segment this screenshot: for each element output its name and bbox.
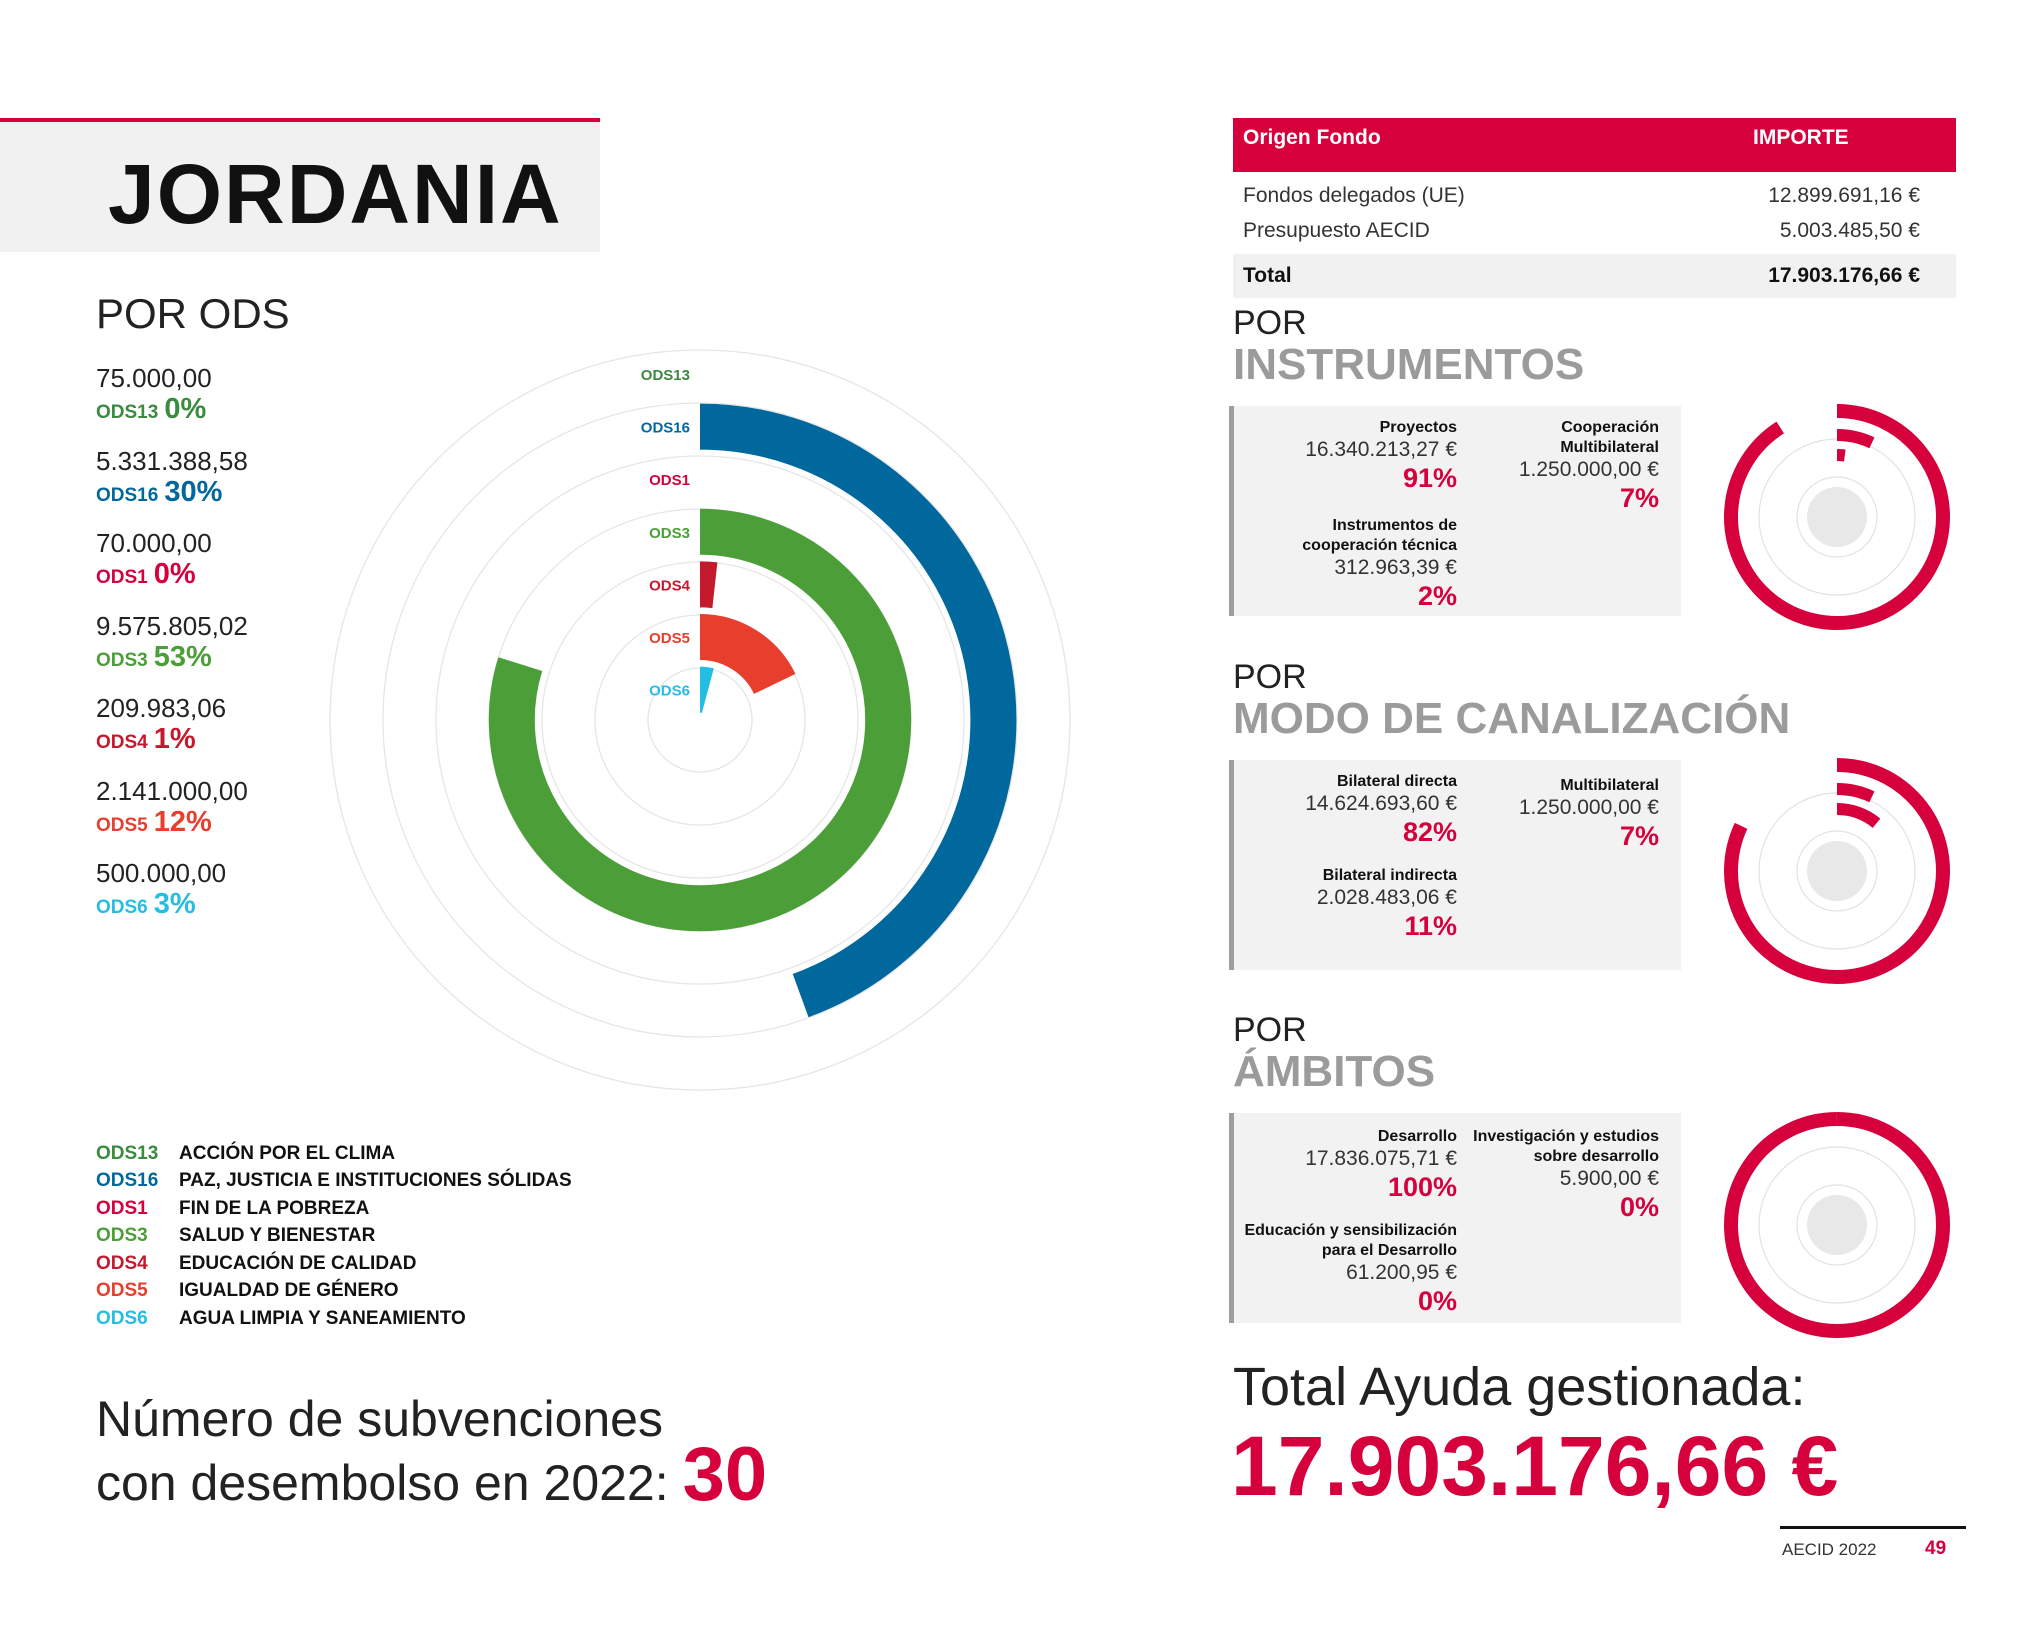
item-percent: 0% [1619,1192,1659,1222]
ods-amount: 2.141.000,00 [96,776,248,806]
chart-label-ods4: ODS4 [649,577,690,595]
page-title: JORDANIA [108,147,563,241]
item-percent: 100% [1387,1172,1457,1202]
grants-line-2: con desembolso en 2022: [96,1455,669,1511]
table-cell: Fondos delegados (UE) [1243,183,1465,207]
legend-name: PAZ, JUSTICIA E INSTITUCIONES SÓLIDAS [179,1170,572,1192]
canalizacion-radial-chart [1712,746,1962,996]
ods-stat-ods4 [96,693,226,760]
canalizacion-title: MODO DE CANALIZACIÓN [1233,694,1791,743]
legend-code: ODS4 [96,1252,148,1274]
item-percent: 82% [1402,817,1457,847]
ods-percent: 1% [153,723,196,755]
legend-row [96,1195,572,1223]
legend-name: IGUALDAD DE GÉNERO [179,1280,399,1302]
item-percent: 0% [1417,1286,1457,1316]
legend-row [96,1278,572,1306]
table-row [1233,213,1956,248]
canalizacion-item [1317,866,1457,942]
ods-code: ODS5 [96,815,148,836]
chart-label-ods13: ODS13 [640,367,690,384]
total-aid-label: Total Ayuda gestionada: [1233,1357,1806,1417]
ambitos-por: POR [1233,1011,1307,1049]
table-cell: 12.899.691,16 € [1768,183,1920,207]
instrumentos-radial-chart [1712,392,1962,642]
legend-code: ODS1 [96,1197,148,1219]
legend-name: EDUCACIÓN DE CALIDAD [179,1252,417,1274]
fund-origin-table [1233,118,1956,298]
legend-name: SALUD Y BIENESTAR [179,1225,376,1247]
chart-guide-ring [542,562,858,878]
instrumentos-item [1305,418,1457,494]
ods-code: ODS13 [96,402,159,423]
legend-code: ODS13 [96,1142,159,1164]
chart-label-ods1: ODS1 [649,472,690,490]
chart-label-ods3: ODS3 [649,524,690,542]
legend-row [96,1140,572,1168]
ambitos-item [1305,1127,1457,1203]
ods-percent: 0% [164,393,207,425]
legend-row [96,1223,572,1251]
footer-rule [1780,1526,1966,1529]
ambitos-panel [1229,1113,1681,1323]
item-label: Bilateral indirecta [1322,867,1457,884]
table-header-origin: Origen Fondo [1233,118,1753,172]
total-aid-value: 17.903.176,66 € [1231,1419,1839,1513]
ambitos-radial-chart [1712,1100,1962,1350]
instrumentos-item [1519,418,1659,514]
item-amount: 14.624.693,60 € [1305,792,1457,815]
item-label: Desarrollo [1377,1128,1457,1145]
ods-code: ODS3 [96,650,148,671]
item-label-2: Multibilateral [1560,439,1659,456]
legend-row [96,1305,572,1333]
ods-amount: 209.983,06 [96,693,227,723]
donut-center [1807,841,1867,901]
item-label: Instrumentos de [1332,517,1457,534]
canalizacion-panel [1229,760,1681,970]
donut-center [1807,487,1867,547]
footer-org: AECID 2022 [1782,1540,1877,1559]
ods-amount: 70.000,00 [96,528,212,558]
chart-label-ods16: ODS16 [640,419,690,437]
ods-percent: 3% [153,888,196,920]
item-amount: 5.900,00 € [1559,1167,1659,1190]
ods-code: ODS1 [96,567,148,588]
legend-name: ACCIÓN POR EL CLIMA [179,1142,396,1164]
ods-percent: 30% [164,476,223,508]
item-label-2: para el Desarrollo [1321,1242,1457,1259]
ods-percent: 12% [153,806,212,838]
legend-row [96,1168,572,1196]
ambitos-title: ÁMBITOS [1233,1047,1436,1096]
ods-amount: 5.331.388,58 [96,446,248,476]
chart-guide-ring [330,350,1070,1090]
ods-stat-ods13 [96,363,212,430]
table-cell: Total [1233,254,1753,298]
ods-code: ODS6 [96,897,148,918]
canalizacion-por: POR [1233,658,1307,696]
instrumentos-panel [1229,406,1681,616]
item-amount: 61.200,95 € [1346,1261,1457,1284]
chart-label-ods6: ODS6 [649,682,690,700]
ods-section-title: POR ODS [96,290,290,337]
item-label: Cooperación [1561,419,1659,436]
table-row [1233,172,1956,213]
donut-arc [1837,809,1877,823]
table-header-amount: IMPORTE [1753,118,1956,172]
legend-code: ODS6 [96,1307,148,1329]
ambitos-item [1244,1221,1457,1317]
legend-name: FIN DE LA POBREZA [179,1197,370,1219]
page-number: 49 [1925,1538,1947,1559]
item-label: Multibilateral [1560,777,1659,794]
legend-code: ODS3 [96,1225,148,1247]
chart-label-ods5: ODS5 [649,630,690,647]
ods-amount: 9.575.805,02 [96,611,248,641]
item-label: Proyectos [1379,419,1457,436]
ods-code: ODS16 [96,485,159,506]
item-label: Educación y sensibilización [1244,1222,1457,1239]
ods-stat-ods5 [96,776,248,843]
legend-code: ODS5 [96,1280,148,1302]
table-cell: 17.903.176,66 € [1753,254,1956,298]
ods-percent: 0% [153,558,196,590]
item-amount: 1.250.000,00 € [1518,796,1659,819]
grants-count: 30 [682,1432,768,1517]
item-percent: 11% [1404,911,1457,941]
legend-row [96,1250,572,1278]
donut-arc [1837,435,1872,443]
chart-bar-ods4 [700,584,715,585]
donut-center [1807,1195,1867,1255]
item-label-2: cooperación técnica [1302,537,1457,554]
item-percent: 2% [1417,581,1457,611]
table-total-row [1233,254,1956,298]
item-label: Investigación y estudios [1473,1128,1659,1145]
grants-line-1: Número de subvenciones [96,1391,663,1447]
item-percent: 7% [1619,483,1659,513]
ods-stat-ods16 [96,446,248,513]
chart-bar-ods3 [512,532,888,908]
ods-stat-ods6 [96,858,226,925]
item-amount: 16.340.213,27 € [1305,438,1457,461]
grants-summary [96,1391,768,1517]
chart-bar-ods6 [700,690,708,691]
item-label: Bilateral directa [1336,773,1457,790]
item-percent: 91% [1402,463,1457,493]
item-percent: 7% [1619,821,1659,851]
canalizacion-item [1519,776,1659,852]
canalizacion-item [1305,772,1457,848]
item-amount: 1.250.000,00 € [1518,458,1659,481]
instrumentos-item [1302,516,1457,612]
instrumentos-title: INSTRUMENTOS [1233,340,1585,389]
ods-stat-ods1 [96,528,212,595]
ods-amount: 75.000,00 [96,363,212,393]
ods-legend [96,1140,572,1333]
legend-code: ODS16 [96,1170,159,1192]
item-amount: 17.836.075,71 € [1305,1147,1457,1170]
ods-code: ODS4 [96,732,148,753]
table-cell: Presupuesto AECID [1243,218,1430,242]
ods-amount: 500.000,00 [96,858,227,888]
title-box [0,118,600,252]
ods-percent: 53% [153,641,212,673]
item-amount: 312.963,39 € [1334,556,1457,579]
legend-name: AGUA LIMPIA Y SANEAMIENTO [179,1307,466,1329]
ods-radial-chart [320,300,1080,1100]
donut-arc [1837,789,1872,797]
instrumentos-por: POR [1233,304,1307,342]
table-cell: 5.003.485,50 € [1779,218,1920,242]
ods-stat-ods3 [96,611,248,678]
ambitos-item [1473,1127,1659,1223]
item-label-2: sobre desarrollo [1533,1148,1659,1165]
item-amount: 2.028.483,06 € [1316,886,1457,909]
